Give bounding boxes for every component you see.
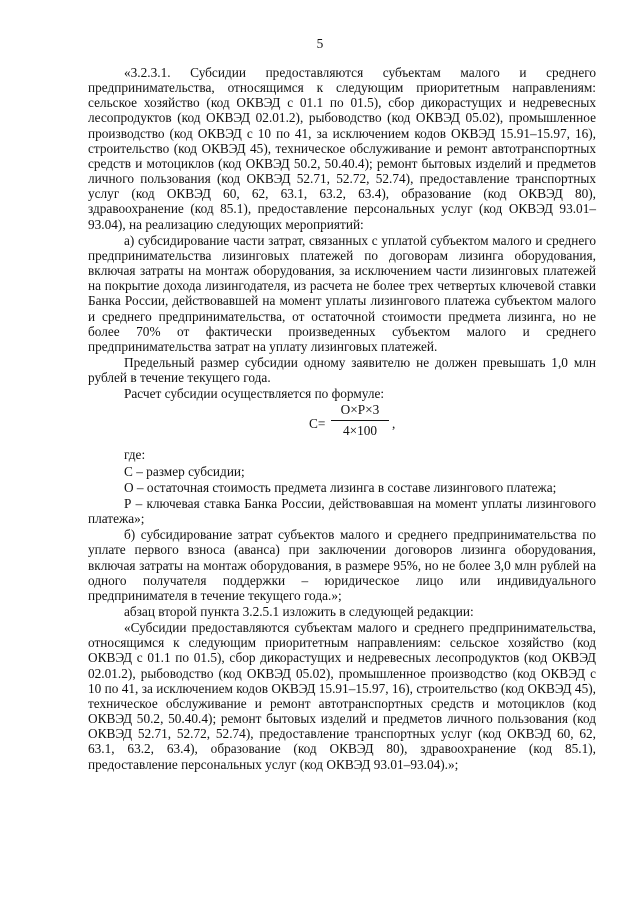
- document-body: [88, 65, 596, 772]
- formula-trailing-comma: ,: [392, 416, 396, 432]
- paragraph-where: где:: [124, 447, 146, 463]
- paragraph-3-2-3-1: «3.2.3.1. Субсидии предоставляются субъектам малого и среднего предпринимательства, относящимся к следующим приоритетным направлениям: сельское хозяйство (код ОКВЭД с 01.1 по 01.5), сбор дикорастущих и недревесных лесопродуктов (код ОКВЭД 02.01.2), рыбоводство (код ОКВЭД 05.02), промышленное производство (код ОКВЭД с 10 по 41, за исключением кодов ОКВЭД 15.91–15.97, 16), строительство (код ОКВЭД 45), техническое обслуживание и ремонт автотранспортных средств и мотоциклов (код ОКВЭД 50.2, 50.40.4); ремонт бытовых изделий и предметов личного пользования (код ОКВЭД 52.71, 52.72, 52.74), предоставление транспортных услуг (код ОКВЭД 60, 62, 63.1, 63.2, 63.4), образование (код ОКВЭД 80), здравоохранение (код 85.1), предоставление персональных услуг (код ОКВЭД 93.01–93.04), на реализацию следующих мероприятий:: [88, 65, 596, 232]
- paragraph-def-p: Р – ключевая ставка Банка России, действовавшая на момент уплаты лизингового платежа»;: [88, 495, 596, 527]
- formula-denominator: 4×100: [342, 423, 378, 439]
- page-number: 5: [316, 36, 324, 51]
- paragraph-formula-intro: Расчет субсидии осуществляется по формуле:: [124, 386, 385, 402]
- paragraph-def-o: О – остаточная стоимость предмета лизинга в составе лизингового платежа;: [124, 479, 557, 495]
- paragraph-subsidy-limit: Предельный размер субсидии одному заявителю не должен превышать 1,0 млн рублей в течение текущего года.: [88, 354, 596, 386]
- paragraph-item-a: а) субсидирование части затрат, связанных с уплатой субъектом малого и среднего предпринимательства лизинговых платежей по договорам лизинга оборудования, включая затраты на монтаж оборудования, за исключением части лизинговых платежей на покрытие дохода лизингодателя, из расчета не более трех четвертых ключевой ставки Банка России, действовавшей на момент уплаты лизингового платежа субъектом малого и среднего предпринимательства, от остаточной стоимости предмета лизинга, но не более 70% от фактически произведенных субъектом малого и среднего предпринимательства затрат на уплату лизинговых платежей.: [88, 232, 596, 354]
- formula-fraction-bar: [331, 420, 389, 421]
- paragraph-3-2-5-1-new: «Субсидии предоставляются субъектам малого и среднего предпринимательства, относящимся к следующим приоритетным направлениям: сельское хозяйство (код ОКВЭД с 01.1 по 01.5), сбор дикорастущих и недревесных лесопродуктов (код ОКВЭД 02.01.2), рыбоводство (код ОКВЭД 05.02), промышленное производство (код ОКВЭД с 10 по 41, за исключением кодов ОКВЭД 15.91–15.97, 16), строительство (код ОКВЭД 45), техническое обслуживание и ремонт автотранспортных средств и мотоциклов (код ОКВЭД 50.2, 50.40.4); ремонт бытовых изделий и предметов личного пользования (код ОКВЭД 52.71, 52.72, 52.74), предоставление транспортных услуг (код ОКВЭД 60, 62, 63.1, 63.2, 63.4), образование (код ОКВЭД 80), здравоохранение (код 85.1), предоставление персональных услуг (код ОКВЭД 93.01–93.04).»;: [88, 620, 596, 772]
- subsidy-formula: [88, 401, 596, 447]
- formula-numerator: О×Р×3: [340, 402, 380, 418]
- paragraph-def-c: С – размер субсидии;: [124, 463, 245, 479]
- paragraph-amendment-intro: абзац второй пункта 3.2.5.1 изложить в следующей редакции:: [124, 604, 474, 619]
- paragraph-item-b: б) субсидирование затрат субъектов малого и среднего предпринимательства по уплате первого взноса (аванса) при заключении договоров лизинга оборудования, включая затраты на монтаж оборудования, в размере 95%, но не более 3,0 млн рублей на одного получателя поддержки – юридическое лицо или индивидуального предпринимателя в течение текущего года.»;: [88, 527, 596, 603]
- formula-fraction: [329, 402, 391, 438]
- formula-lhs: С=: [309, 416, 326, 432]
